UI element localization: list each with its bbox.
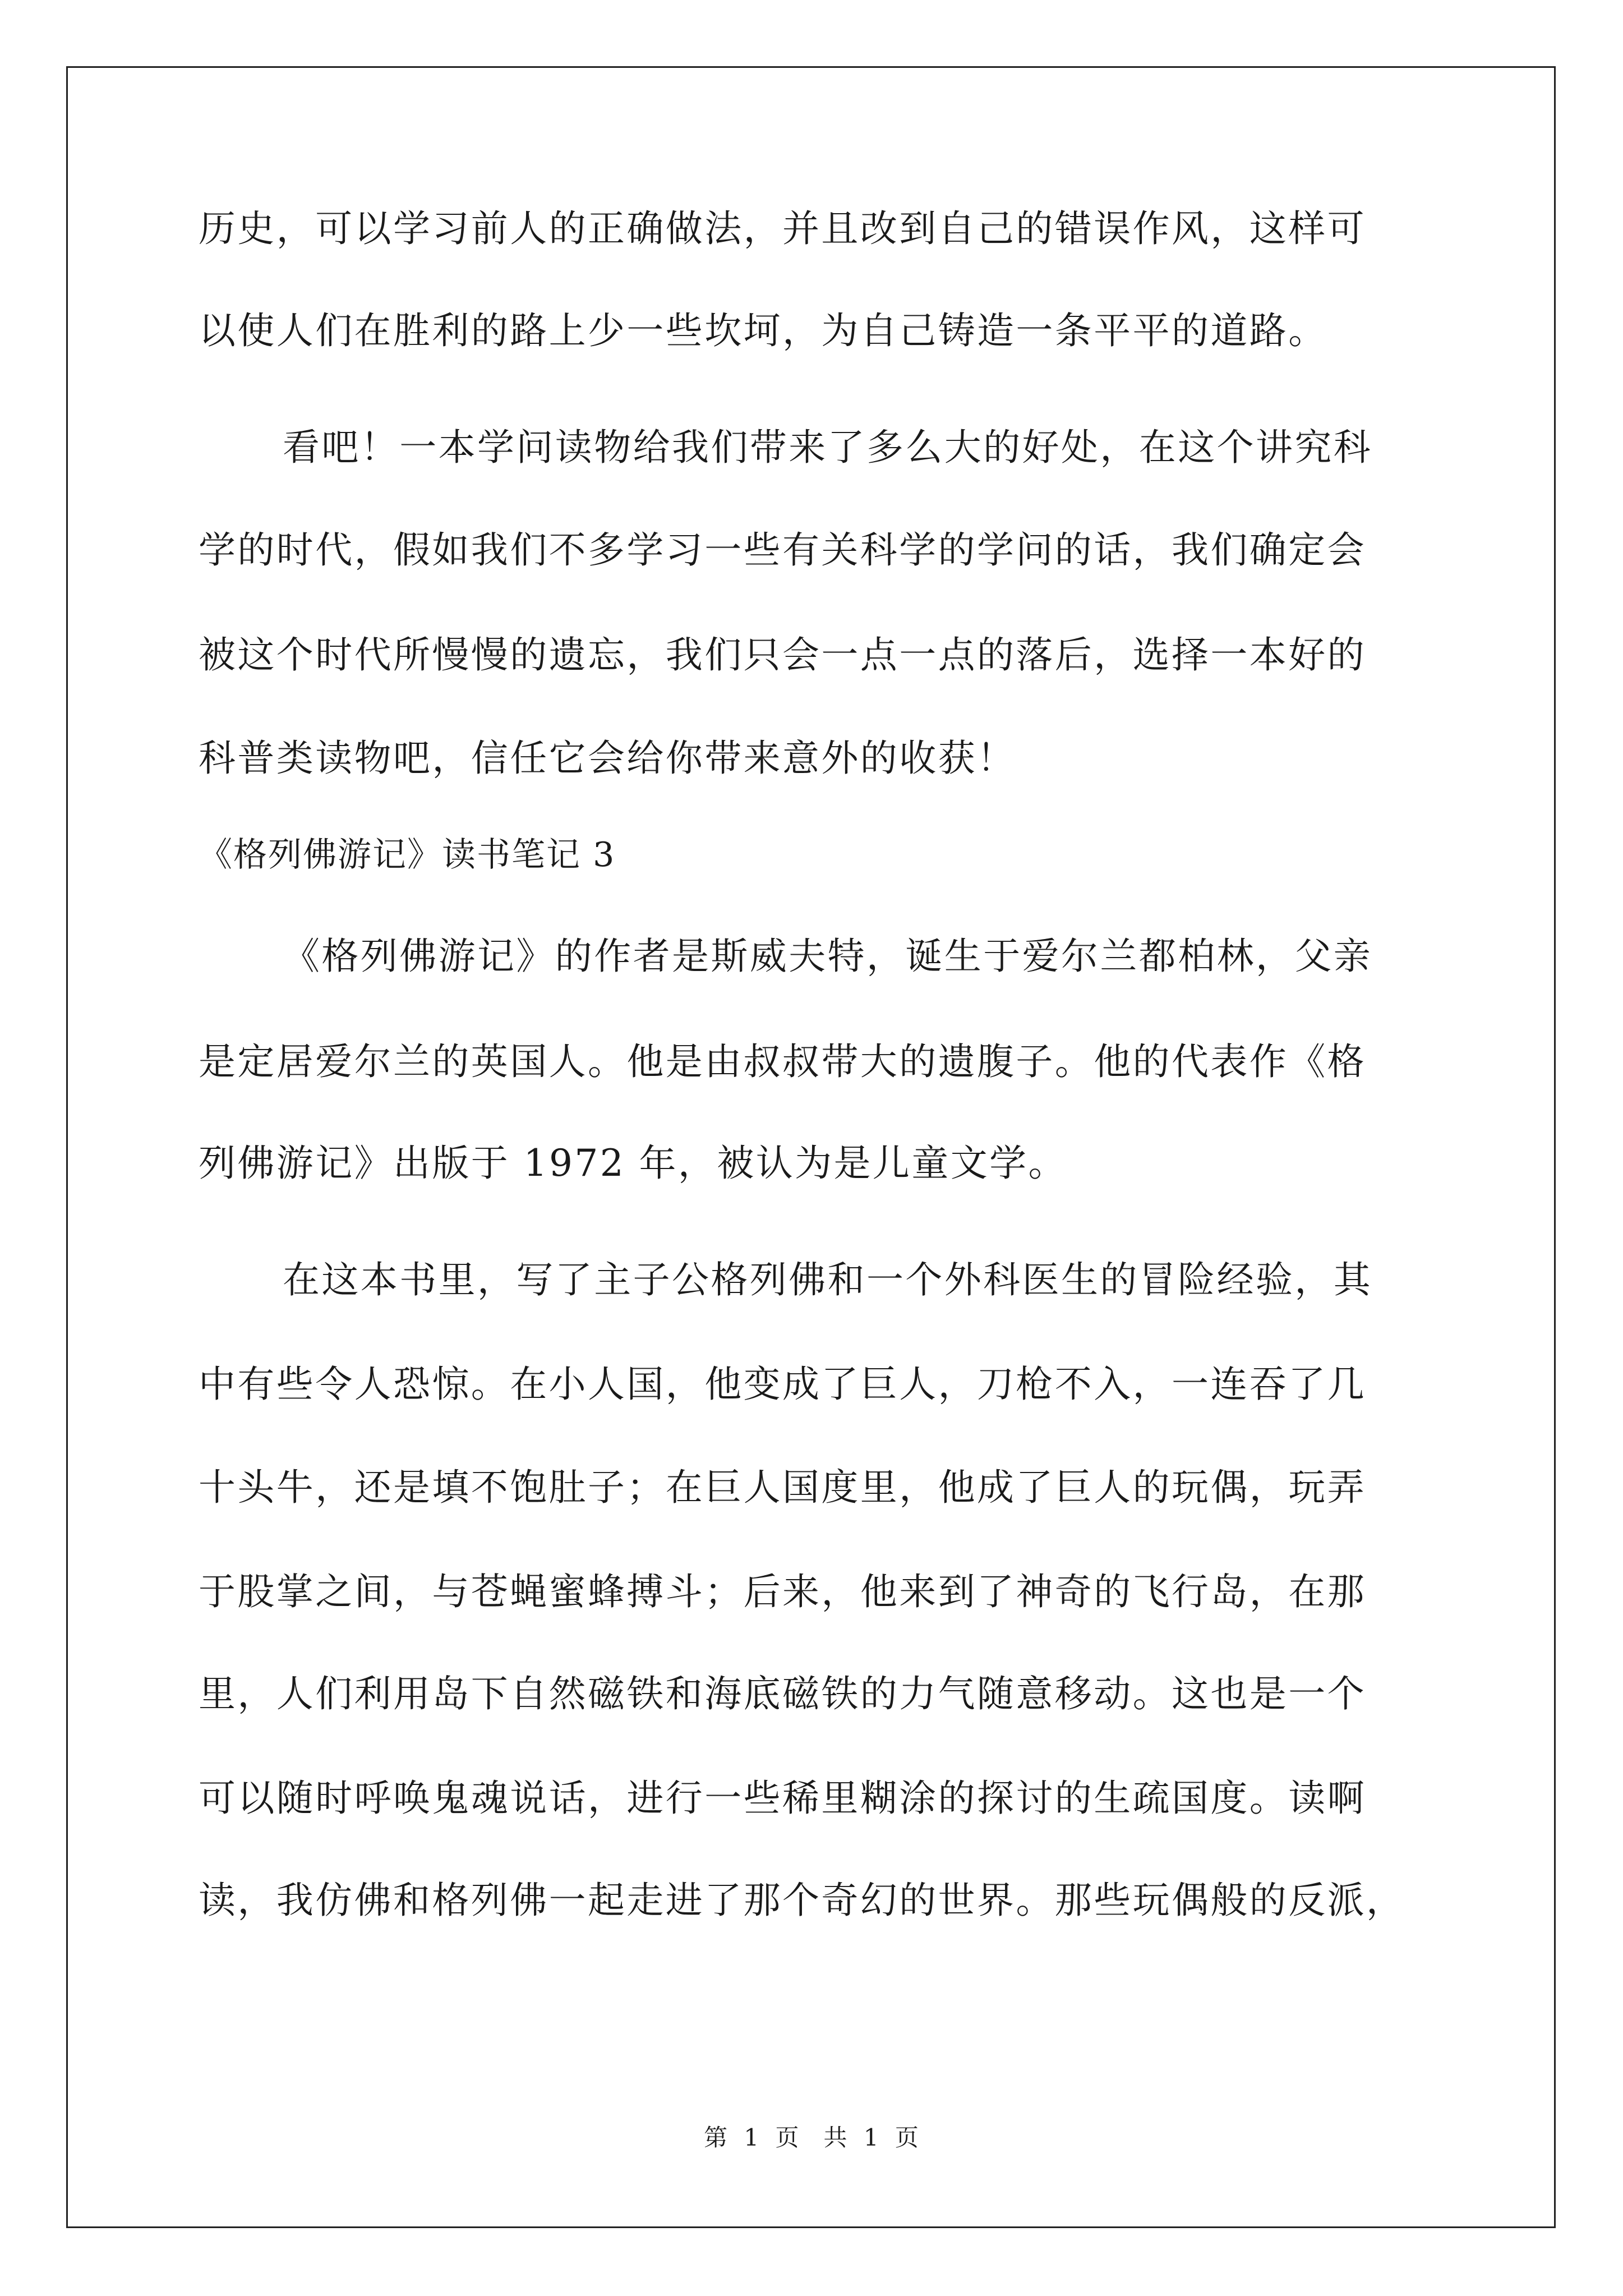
page-number-footer: 第 1 页 共 1 页 xyxy=(704,2124,919,2151)
text-line: 以使人们在胜利的路上少一些坎坷，为自己铸造一条平平的道路。 xyxy=(199,309,1327,352)
text-line: 是定居爱尔兰的英国人。他是由叔叔带大的遗腹子。他的代表作《格 xyxy=(199,1040,1366,1083)
text-line: 历史，可以学习前人的正确做法，并且改到自己的错误作风，这样可 xyxy=(199,207,1366,250)
text-line: 于股掌之间，与苍蝇蜜蜂搏斗；后来，他来到了神奇的飞行岛，在那 xyxy=(199,1570,1366,1613)
text-line: 科普类读物吧，信任它会给你带来意外的收获！ xyxy=(199,737,1016,780)
text-line: 列佛游记》出版于 1972 年，被认为是儿童文学。 xyxy=(199,1142,1067,1185)
text-line: 读，我仿佛和格列佛一起走进了那个奇幻的世界。那些玩偶般的反派， xyxy=(199,1879,1405,1922)
text-line: 学的时代，假如我们不多学习一些有关科学的学问的话，我们确定会 xyxy=(199,528,1366,572)
text-line: 十头牛，还是填不饱肚子；在巨人国度里，他成了巨人的玩偶，玩弄 xyxy=(199,1466,1366,1509)
text-line: 被这个时代所慢慢的遗忘，我们只会一点一点的落后，选择一本好的 xyxy=(199,633,1366,677)
text-line: 里，人们利用岛下自然磁铁和海底磁铁的力气随意移动。这也是一个 xyxy=(199,1672,1366,1715)
text-line: 可以随时呼唤鬼魂说话，进行一些稀里糊涂的探讨的生疏国度。读啊 xyxy=(199,1777,1366,1820)
paragraph-first-line: 在这本书里，写了主子公格列佛和一个外科医生的冒险经验，其 xyxy=(283,1258,1373,1301)
text-line: 中有些令人恐惊。在小人国，他变成了巨人，刀枪不入，一连吞了几 xyxy=(199,1363,1366,1406)
section-heading: 《格列佛游记》读书笔记 3 xyxy=(199,835,616,875)
paragraph-first-line: 看吧！一本学问读物给我们带来了多么大的好处，在这个讲究科 xyxy=(283,426,1373,469)
paragraph-first-line: 《格列佛游记》的作者是斯威夫特，诞生于爱尔兰都柏林，父亲 xyxy=(283,935,1373,978)
